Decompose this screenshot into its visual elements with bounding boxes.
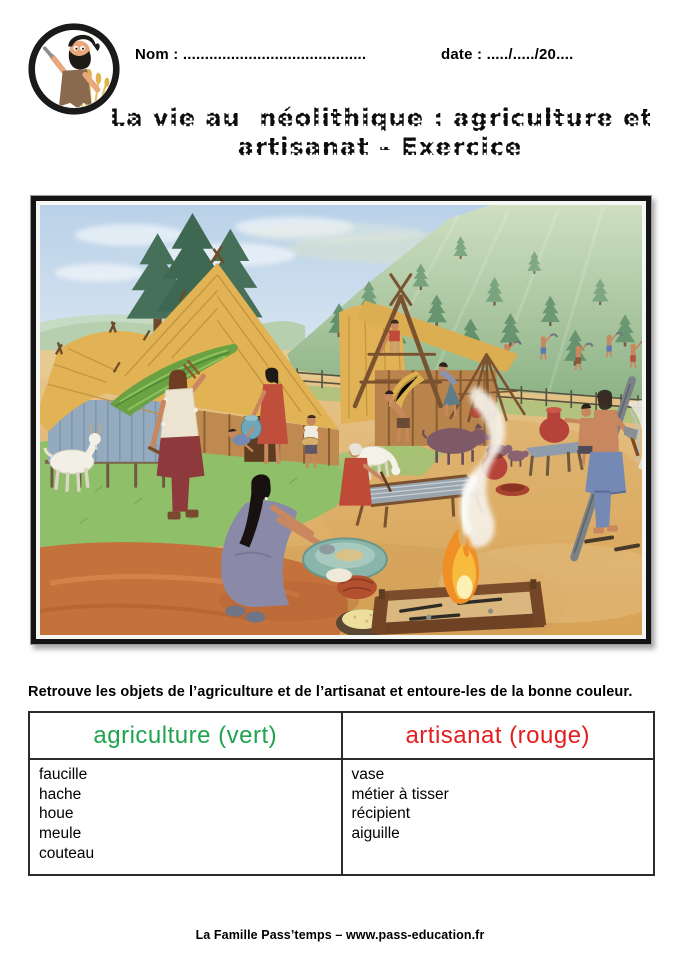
- title-line-1: La vie au néolithique : agriculture et: [110, 104, 654, 132]
- caveman-harvest-icon: [27, 22, 121, 116]
- worksheet-title: [110, 104, 654, 163]
- neolithic-village-scene: [40, 205, 642, 635]
- table-body-row: [30, 760, 653, 876]
- illustration-mat: [36, 201, 646, 639]
- artisanat-items-cell: [341, 760, 654, 876]
- list-item: couteau: [39, 844, 95, 862]
- name-field: Nom : ..........................................: [135, 46, 367, 63]
- list-item: hache: [39, 785, 82, 803]
- list-item: faucille: [39, 766, 88, 783]
- table-header-row: [30, 713, 653, 760]
- neolithic-village-illustration-frame: [30, 195, 652, 645]
- column-header-agriculture: agriculture (vert): [93, 721, 278, 749]
- list-item: houe: [39, 805, 74, 823]
- agriculture-items-cell: [30, 760, 341, 876]
- list-item: aiguille: [351, 825, 400, 843]
- list-item: vase: [351, 766, 385, 783]
- list-item: meule: [39, 825, 82, 843]
- list-item: métier à tisser: [351, 785, 449, 803]
- answer-table: [28, 711, 655, 876]
- footer-credit: La Famille Pass’temps – www.pass-education.fr: [195, 928, 485, 942]
- date-field: date : ...../...../20....: [441, 46, 574, 63]
- instruction-text: Retrouve les objets de l’agriculture et de l’artisanat et entoure-les de la bonne couleur.: [28, 684, 633, 700]
- column-header-artisanat: artisanat (rouge): [341, 713, 654, 758]
- list-item: récipient: [351, 805, 411, 823]
- title-line-2: artisanat – Exercice: [110, 133, 650, 162]
- pass-temps-logo: [27, 22, 121, 116]
